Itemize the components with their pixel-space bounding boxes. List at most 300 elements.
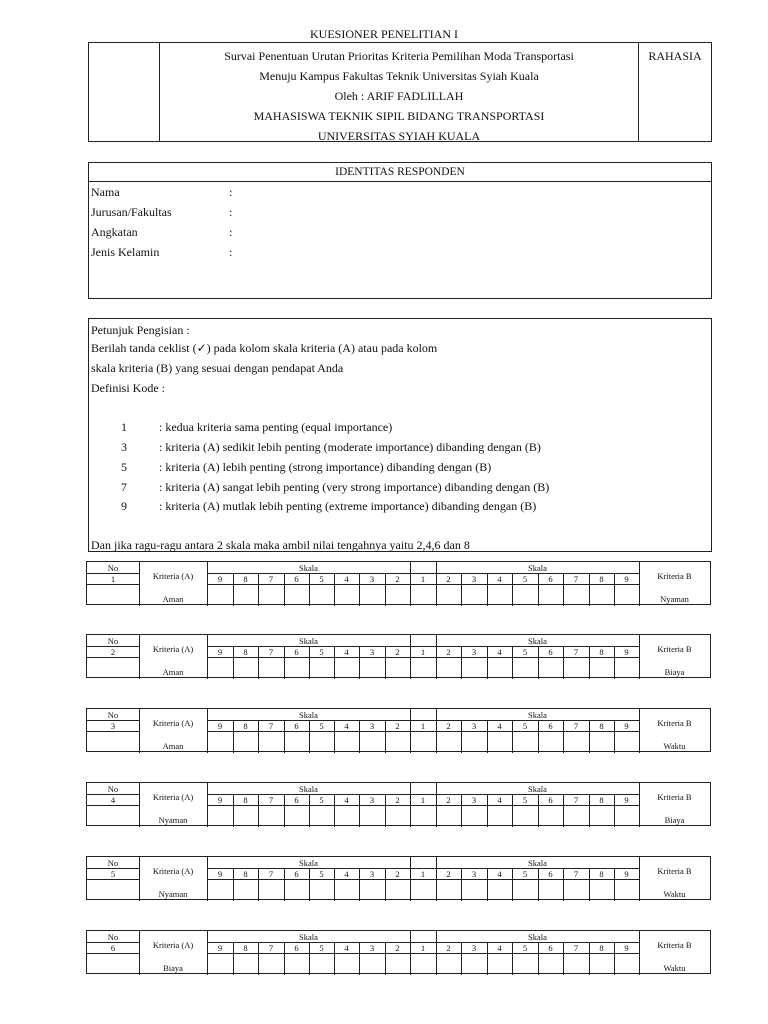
scale-checkbox-left[interactable] bbox=[284, 805, 309, 827]
scale-right-value: 4 bbox=[497, 869, 502, 879]
skala-right-header: Skala bbox=[528, 858, 547, 868]
code-value: 3 bbox=[121, 440, 127, 454]
scale-left-value: 5 bbox=[319, 721, 324, 731]
scale-checkbox-right[interactable] bbox=[614, 879, 639, 901]
scale-left-value: 6 bbox=[294, 647, 299, 657]
scale-left-value: 9 bbox=[217, 943, 223, 953]
code-value: 7 bbox=[121, 480, 127, 494]
scale-table bbox=[86, 930, 711, 974]
petunjuk-line: skala kriteria (B) yang sesuai dengan pendapat Anda bbox=[91, 361, 344, 375]
scale-checkbox-left[interactable] bbox=[334, 805, 359, 827]
scale-checkbox-left[interactable] bbox=[385, 953, 410, 975]
scale-checkbox-left[interactable] bbox=[309, 584, 334, 606]
scale-checkbox-right[interactable] bbox=[461, 657, 487, 679]
scale-left-value: 8 bbox=[243, 795, 248, 805]
identitas-title: IDENTITAS RESPONDEN bbox=[89, 163, 711, 182]
kriteria-a-header: Kriteria (A) bbox=[152, 792, 194, 802]
scale-checkbox-right[interactable] bbox=[512, 731, 538, 753]
scale-right-value: 6 bbox=[548, 869, 553, 879]
scale-checkbox-left[interactable] bbox=[385, 731, 410, 753]
scale-checkbox-right[interactable] bbox=[563, 953, 589, 975]
scale-table bbox=[86, 856, 711, 900]
scale-right-value: 4 bbox=[497, 647, 502, 657]
question-number: 3 bbox=[110, 721, 116, 731]
scale-checkbox-right[interactable] bbox=[589, 805, 614, 827]
scale-checkbox-left[interactable] bbox=[284, 584, 309, 606]
header-line: Menuju Kampus Fakultas Teknik Universitas Syiah Kuala bbox=[259, 69, 539, 83]
scale-checkbox-left[interactable] bbox=[334, 657, 359, 679]
table-grid-line bbox=[87, 657, 139, 658]
scale-right-value: 2 bbox=[446, 795, 451, 805]
scale-right-value: 5 bbox=[522, 647, 528, 657]
field-nama-label: Nama bbox=[91, 185, 120, 199]
petunjuk-footer: Dan jika ragu-ragu antara 2 skala maka ambil nilai tengahnya yaitu 2,4,6 dan 8 bbox=[91, 538, 470, 552]
scale-checkbox-right[interactable] bbox=[436, 731, 461, 753]
identitas-section bbox=[88, 162, 712, 299]
scale-left-value: 9 bbox=[217, 795, 223, 805]
scale-left-value: 9 bbox=[217, 574, 223, 584]
scale-middle-value: 1 bbox=[420, 574, 426, 584]
scale-checkbox-right[interactable] bbox=[461, 879, 487, 901]
page-title: KUESIONER PENELITIAN I bbox=[310, 27, 458, 41]
scale-right-value: 9 bbox=[624, 721, 629, 731]
code-desc: : kriteria (A) lebih penting (strong importance) dibanding dengan (B) bbox=[159, 460, 492, 474]
skala-right-header: Skala bbox=[528, 636, 547, 646]
scale-checkbox-left[interactable] bbox=[359, 953, 385, 975]
header-table bbox=[88, 42, 712, 142]
scale-checkbox-left[interactable] bbox=[334, 953, 359, 975]
kriteria-a-value: Nyaman bbox=[158, 889, 188, 899]
scale-checkbox-left[interactable] bbox=[258, 584, 284, 606]
scale-checkbox-right[interactable] bbox=[512, 879, 538, 901]
scale-middle-value: 1 bbox=[420, 647, 426, 657]
scale-checkbox-right[interactable] bbox=[563, 584, 589, 606]
scale-checkbox-left[interactable] bbox=[207, 953, 233, 975]
scale-checkbox-right[interactable] bbox=[614, 584, 639, 606]
scale-left-value: 9 bbox=[217, 869, 223, 879]
field-jenis-kelamin-label: Jenis Kelamin bbox=[91, 245, 160, 259]
scale-checkbox-right[interactable] bbox=[512, 584, 538, 606]
scale-left-value: 8 bbox=[243, 647, 248, 657]
scale-checkbox-right[interactable] bbox=[538, 584, 563, 606]
no-header: No bbox=[107, 563, 119, 573]
scale-checkbox-right[interactable] bbox=[614, 805, 639, 827]
scale-checkbox-right[interactable] bbox=[436, 879, 461, 901]
scale-checkbox-left[interactable] bbox=[258, 657, 284, 679]
table-grid-line bbox=[87, 584, 139, 585]
scale-checkbox-left[interactable] bbox=[258, 879, 284, 901]
scale-left-value: 7 bbox=[268, 795, 274, 805]
scale-right-value: 8 bbox=[599, 647, 604, 657]
scale-left-value: 7 bbox=[268, 943, 274, 953]
table-grid-line bbox=[87, 805, 139, 806]
scale-checkbox-middle[interactable] bbox=[410, 879, 436, 901]
scale-left-value: 2 bbox=[395, 943, 400, 953]
scale-checkbox-left[interactable] bbox=[207, 879, 233, 901]
scale-middle-value: 1 bbox=[420, 943, 426, 953]
skala-left-header: Skala bbox=[299, 784, 318, 794]
scale-right-value: 8 bbox=[599, 943, 604, 953]
field-nama-input[interactable]: : bbox=[229, 185, 233, 199]
scale-middle-value: 1 bbox=[420, 721, 426, 731]
header-line: MAHASISWA TEKNIK SIPIL BIDANG TRANSPORTASI bbox=[253, 109, 545, 123]
scale-checkbox-middle[interactable] bbox=[410, 731, 436, 753]
header-logo-cell bbox=[89, 43, 160, 141]
scale-checkbox-right[interactable] bbox=[563, 731, 589, 753]
scale-checkbox-left[interactable] bbox=[309, 879, 334, 901]
code-value: 1 bbox=[121, 420, 127, 434]
scale-right-value: 5 bbox=[522, 869, 528, 879]
kriteria-a-value: Aman bbox=[162, 594, 184, 604]
question-number: 6 bbox=[110, 943, 116, 953]
header-lines bbox=[159, 46, 639, 146]
kriteria-b-value: Waktu bbox=[663, 963, 686, 973]
kriteria-b-header: Kriteria B bbox=[657, 792, 692, 802]
scale-right-value: 2 bbox=[446, 647, 451, 657]
scale-checkbox-left[interactable] bbox=[385, 879, 410, 901]
scale-checkbox-left[interactable] bbox=[258, 731, 284, 753]
scale-checkbox-left[interactable] bbox=[359, 657, 385, 679]
kriteria-a-value: Aman bbox=[162, 667, 184, 677]
header-line: UNIVERSITAS SYIAH KUALA bbox=[317, 129, 481, 143]
scale-right-value: 3 bbox=[471, 647, 477, 657]
scale-checkbox-right[interactable] bbox=[436, 584, 461, 606]
kriteria-b-header: Kriteria B bbox=[657, 644, 692, 654]
scale-checkbox-right[interactable] bbox=[538, 953, 563, 975]
scale-left-value: 4 bbox=[344, 795, 349, 805]
petunjuk-section bbox=[88, 318, 712, 552]
code-desc: : kriteria (A) mutlak lebih penting (extreme importance) dibanding dengan (B) bbox=[159, 499, 537, 513]
table-grid-line bbox=[87, 879, 139, 880]
kriteria-a-value: Biaya bbox=[163, 963, 183, 973]
scale-checkbox-right[interactable] bbox=[487, 879, 512, 901]
scale-right-value: 7 bbox=[573, 795, 579, 805]
scale-checkbox-left[interactable] bbox=[258, 953, 284, 975]
scale-left-value: 5 bbox=[319, 869, 324, 879]
scale-right-value: 4 bbox=[497, 795, 502, 805]
scale-checkbox-left[interactable] bbox=[233, 879, 258, 901]
scale-checkbox-left[interactable] bbox=[233, 805, 258, 827]
scale-checkbox-right[interactable] bbox=[589, 953, 614, 975]
scale-left-value: 8 bbox=[243, 943, 248, 953]
scale-checkbox-middle[interactable] bbox=[410, 953, 436, 975]
field-jurusan-label: Jurusan/Fakultas bbox=[91, 205, 172, 219]
scale-checkbox-right[interactable] bbox=[487, 731, 512, 753]
scale-checkbox-middle[interactable] bbox=[410, 584, 436, 606]
scale-checkbox-middle[interactable] bbox=[410, 657, 436, 679]
scale-checkbox-left[interactable] bbox=[233, 953, 258, 975]
petunjuk-heading: Petunjuk Pengisian : bbox=[91, 323, 190, 337]
no-header: No bbox=[107, 932, 119, 942]
kriteria-b-header: Kriteria B bbox=[657, 940, 692, 950]
scale-checkbox-right[interactable] bbox=[538, 657, 563, 679]
scale-checkbox-right[interactable] bbox=[563, 805, 589, 827]
scale-checkbox-right[interactable] bbox=[614, 731, 639, 753]
scale-right-value: 9 bbox=[624, 647, 629, 657]
scale-checkbox-right[interactable] bbox=[614, 657, 639, 679]
scale-right-value: 6 bbox=[548, 574, 553, 584]
kriteria-b-header: Kriteria B bbox=[657, 866, 692, 876]
scale-middle-value: 1 bbox=[420, 795, 426, 805]
scale-right-value: 8 bbox=[599, 795, 604, 805]
scale-checkbox-right[interactable] bbox=[589, 584, 614, 606]
kriteria-a-value: Aman bbox=[162, 741, 184, 751]
question-number: 2 bbox=[110, 647, 116, 657]
scale-checkbox-left[interactable] bbox=[309, 731, 334, 753]
scale-checkbox-right[interactable] bbox=[461, 731, 487, 753]
kriteria-a-value: Nyaman bbox=[158, 815, 188, 825]
scale-table bbox=[86, 782, 711, 826]
scale-right-value: 8 bbox=[599, 869, 604, 879]
scale-checkbox-left[interactable] bbox=[385, 805, 410, 827]
scale-left-value: 2 bbox=[395, 795, 400, 805]
scale-checkbox-right[interactable] bbox=[589, 657, 614, 679]
kriteria-b-value: Waktu bbox=[663, 741, 686, 751]
scale-left-value: 8 bbox=[243, 721, 248, 731]
skala-right-header: Skala bbox=[528, 784, 547, 794]
scale-checkbox-left[interactable] bbox=[233, 657, 258, 679]
kriteria-b-value: Waktu bbox=[663, 889, 686, 899]
scale-left-value: 4 bbox=[344, 721, 349, 731]
scale-checkbox-right[interactable] bbox=[563, 657, 589, 679]
scale-right-value: 3 bbox=[471, 721, 477, 731]
table-grid-line bbox=[87, 953, 139, 954]
scale-right-value: 2 bbox=[446, 721, 451, 731]
scale-left-value: 7 bbox=[268, 647, 274, 657]
scale-left-value: 6 bbox=[294, 574, 299, 584]
petunjuk-line: Berilah tanda ceklist (✓) pada kolom skala kriteria (A) atau pada kolom bbox=[91, 341, 438, 355]
scale-checkbox-right[interactable] bbox=[487, 584, 512, 606]
scale-table bbox=[86, 561, 711, 605]
scale-right-value: 3 bbox=[471, 869, 477, 879]
skala-left-header: Skala bbox=[299, 858, 318, 868]
scale-checkbox-right[interactable] bbox=[487, 657, 512, 679]
scale-left-value: 3 bbox=[369, 574, 375, 584]
kriteria-b-value: Biaya bbox=[664, 815, 685, 825]
scale-left-value: 2 bbox=[395, 647, 400, 657]
code-desc: : kedua kriteria sama penting (equal importance) bbox=[159, 420, 393, 434]
question-number: 1 bbox=[110, 574, 116, 584]
scale-checkbox-right[interactable] bbox=[461, 805, 487, 827]
scale-checkbox-right[interactable] bbox=[538, 879, 563, 901]
scale-right-value: 6 bbox=[548, 943, 553, 953]
scale-left-value: 3 bbox=[369, 795, 375, 805]
scale-left-value: 4 bbox=[344, 869, 349, 879]
scale-left-value: 8 bbox=[243, 574, 248, 584]
skala-left-header: Skala bbox=[299, 563, 318, 573]
scale-right-value: 5 bbox=[522, 795, 528, 805]
scale-right-value: 9 bbox=[624, 574, 629, 584]
field-angkatan-input[interactable]: : bbox=[229, 225, 233, 239]
scale-checkbox-left[interactable] bbox=[207, 584, 233, 606]
scale-right-value: 3 bbox=[471, 574, 477, 584]
scale-left-value: 7 bbox=[268, 574, 274, 584]
field-jurusan-input[interactable]: : bbox=[229, 205, 233, 219]
scale-right-value: 7 bbox=[573, 574, 579, 584]
scale-checkbox-right[interactable] bbox=[461, 953, 487, 975]
definisi-heading: Definisi Kode : bbox=[91, 381, 165, 395]
scale-right-value: 6 bbox=[548, 795, 553, 805]
scale-left-value: 5 bbox=[319, 943, 324, 953]
no-header: No bbox=[107, 710, 119, 720]
scale-checkbox-right[interactable] bbox=[538, 731, 563, 753]
scale-left-value: 7 bbox=[268, 721, 274, 731]
scale-right-value: 5 bbox=[522, 943, 528, 953]
scale-checkbox-left[interactable] bbox=[284, 953, 309, 975]
scale-checkbox-left[interactable] bbox=[284, 879, 309, 901]
scale-left-value: 3 bbox=[369, 943, 375, 953]
scale-left-value: 5 bbox=[319, 647, 324, 657]
scale-checkbox-right[interactable] bbox=[461, 584, 487, 606]
scale-right-value: 4 bbox=[497, 943, 502, 953]
field-angkatan-label: Angkatan bbox=[91, 225, 138, 239]
scale-checkbox-left[interactable] bbox=[334, 731, 359, 753]
kriteria-b-header: Kriteria B bbox=[657, 718, 692, 728]
scale-left-value: 4 bbox=[344, 943, 349, 953]
scale-checkbox-left[interactable] bbox=[359, 584, 385, 606]
no-header: No bbox=[107, 636, 119, 646]
question-number: 5 bbox=[110, 869, 116, 879]
scale-checkbox-right[interactable] bbox=[589, 879, 614, 901]
scale-right-value: 4 bbox=[497, 574, 502, 584]
code-value: 5 bbox=[121, 460, 127, 474]
scale-right-value: 4 bbox=[497, 721, 502, 731]
scale-right-value: 2 bbox=[446, 869, 451, 879]
scale-right-value: 7 bbox=[573, 647, 579, 657]
scale-checkbox-right[interactable] bbox=[436, 657, 461, 679]
scale-right-value: 5 bbox=[522, 721, 528, 731]
scale-right-value: 9 bbox=[624, 795, 629, 805]
code-value: 9 bbox=[121, 499, 127, 513]
scale-checkbox-left[interactable] bbox=[334, 879, 359, 901]
scale-left-value: 6 bbox=[294, 721, 299, 731]
question-number: 4 bbox=[110, 795, 116, 805]
scale-left-value: 4 bbox=[344, 647, 349, 657]
kriteria-a-header: Kriteria (A) bbox=[152, 866, 194, 876]
scale-checkbox-right[interactable] bbox=[512, 953, 538, 975]
no-header: No bbox=[107, 858, 119, 868]
kriteria-a-header: Kriteria (A) bbox=[152, 644, 194, 654]
scale-checkbox-left[interactable] bbox=[359, 879, 385, 901]
scale-right-value: 7 bbox=[573, 869, 579, 879]
scale-left-value: 2 bbox=[395, 869, 400, 879]
scale-left-value: 8 bbox=[243, 869, 248, 879]
scale-left-value: 9 bbox=[217, 721, 223, 731]
scale-checkbox-right[interactable] bbox=[512, 657, 538, 679]
scale-right-value: 3 bbox=[471, 795, 477, 805]
field-jenis-kelamin-input[interactable]: : bbox=[229, 245, 233, 259]
kriteria-b-value: Biaya bbox=[664, 667, 685, 677]
scale-left-value: 6 bbox=[294, 869, 299, 879]
scale-right-value: 2 bbox=[446, 574, 451, 584]
scale-right-value: 7 bbox=[573, 943, 579, 953]
scale-left-value: 5 bbox=[319, 795, 324, 805]
scale-checkbox-left[interactable] bbox=[359, 731, 385, 753]
scale-checkbox-right[interactable] bbox=[589, 731, 614, 753]
skala-right-header: Skala bbox=[528, 710, 547, 720]
scale-left-value: 5 bbox=[319, 574, 324, 584]
scale-left-value: 3 bbox=[369, 647, 375, 657]
skala-left-header: Skala bbox=[299, 932, 318, 942]
scale-right-value: 7 bbox=[573, 721, 579, 731]
kriteria-a-header: Kriteria (A) bbox=[152, 940, 194, 950]
scale-checkbox-right[interactable] bbox=[614, 953, 639, 975]
scale-left-value: 2 bbox=[395, 574, 400, 584]
kriteria-a-header: Kriteria (A) bbox=[152, 571, 194, 581]
scale-left-value: 6 bbox=[294, 943, 299, 953]
kriteria-b-value: Nyaman bbox=[660, 594, 689, 604]
classification-label: RAHASIA bbox=[648, 49, 702, 63]
scale-checkbox-left[interactable] bbox=[385, 657, 410, 679]
scale-left-value: 3 bbox=[369, 869, 375, 879]
scale-checkbox-left[interactable] bbox=[334, 584, 359, 606]
scale-right-value: 8 bbox=[599, 721, 604, 731]
kriteria-b-header: Kriteria B bbox=[657, 571, 692, 581]
skala-left-header: Skala bbox=[299, 636, 318, 646]
scale-right-value: 5 bbox=[522, 574, 528, 584]
scale-right-value: 6 bbox=[548, 647, 553, 657]
scale-checkbox-left[interactable] bbox=[207, 805, 233, 827]
scale-left-value: 3 bbox=[369, 721, 375, 731]
scale-right-value: 3 bbox=[471, 943, 477, 953]
kriteria-a-header: Kriteria (A) bbox=[152, 718, 194, 728]
scale-checkbox-left[interactable] bbox=[309, 657, 334, 679]
no-header: No bbox=[107, 784, 119, 794]
skala-right-header: Skala bbox=[528, 932, 547, 942]
scale-left-value: 4 bbox=[344, 574, 349, 584]
scale-checkbox-left[interactable] bbox=[309, 953, 334, 975]
scale-checkbox-right[interactable] bbox=[512, 805, 538, 827]
header-line: Oleh : ARIF FADLILLAH bbox=[334, 89, 464, 103]
scale-left-value: 7 bbox=[268, 869, 274, 879]
scale-right-value: 6 bbox=[548, 721, 553, 731]
scale-left-value: 9 bbox=[217, 647, 223, 657]
scale-checkbox-left[interactable] bbox=[233, 584, 258, 606]
header-line: Survai Penentuan Urutan Prioritas Kriteria Pemilihan Moda Transportasi bbox=[224, 49, 574, 63]
scale-checkbox-left[interactable] bbox=[258, 805, 284, 827]
scale-checkbox-right[interactable] bbox=[487, 805, 512, 827]
scale-checkbox-left[interactable] bbox=[385, 584, 410, 606]
scale-checkbox-right[interactable] bbox=[563, 879, 589, 901]
code-desc: : kriteria (A) sangat lebih penting (very strong importance) dibanding dengan (B) bbox=[159, 480, 550, 494]
scale-checkbox-left[interactable] bbox=[284, 731, 309, 753]
scale-checkbox-right[interactable] bbox=[538, 805, 563, 827]
scale-checkbox-right[interactable] bbox=[436, 953, 461, 975]
scale-table bbox=[86, 634, 711, 678]
scale-middle-value: 1 bbox=[420, 869, 426, 879]
scale-checkbox-right[interactable] bbox=[487, 953, 512, 975]
scale-right-value: 8 bbox=[599, 574, 604, 584]
scale-left-value: 6 bbox=[294, 795, 299, 805]
scale-checkbox-middle[interactable] bbox=[410, 805, 436, 827]
code-desc: : kriteria (A) sedikit lebih penting (moderate importance) dibanding dengan (B) bbox=[159, 440, 541, 454]
scale-checkbox-left[interactable] bbox=[309, 805, 334, 827]
scale-checkbox-right[interactable] bbox=[436, 805, 461, 827]
scale-checkbox-left[interactable] bbox=[233, 731, 258, 753]
scale-checkbox-left[interactable] bbox=[207, 731, 233, 753]
scale-left-value: 2 bbox=[395, 721, 400, 731]
scale-checkbox-left[interactable] bbox=[207, 657, 233, 679]
skala-right-header: Skala bbox=[528, 563, 547, 573]
skala-left-header: Skala bbox=[299, 710, 318, 720]
table-grid-line bbox=[87, 731, 139, 732]
scale-table bbox=[86, 708, 711, 752]
scale-right-value: 2 bbox=[446, 943, 451, 953]
scale-checkbox-left[interactable] bbox=[359, 805, 385, 827]
scale-right-value: 9 bbox=[624, 869, 629, 879]
scale-right-value: 9 bbox=[624, 943, 629, 953]
scale-checkbox-left[interactable] bbox=[284, 657, 309, 679]
